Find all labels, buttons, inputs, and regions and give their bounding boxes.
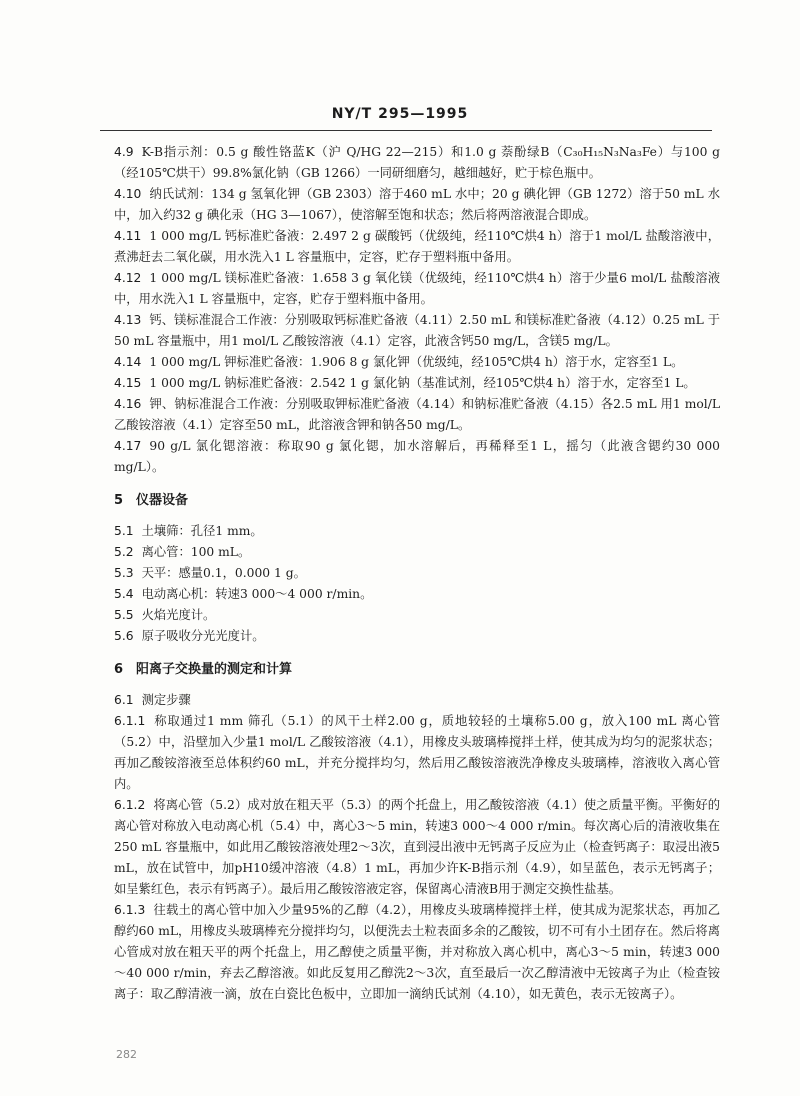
item-number: 4.13 — [114, 313, 142, 327]
item-number: 5.4 — [114, 587, 134, 601]
section-5-title: 5 仪器设备 — [114, 493, 189, 508]
item-number: 6.1 — [114, 693, 134, 707]
list-item — [114, 795, 720, 900]
list-item — [114, 563, 720, 584]
item-text: 1 000 mg/L 钾标准贮备液：1.906 8 g 氯化钾（优级纯，经105℃烘4 h）溶于水，定容至1 L。 — [149, 355, 684, 369]
item-text: K-B指示剂：0.5 g 酸性铬蓝K（沪 Q/HG 22—215）和1.0 g 萘酚绿B（C₃₀H₁₅N₃Na₃Fe）与100 g（经105℃烘干）99.8%氯化钠（GB 1266）一同研细磨匀，越细越好，贮于棕色瓶中。 — [114, 145, 720, 180]
item-number: 5.1 — [114, 524, 134, 538]
item-number: 4.9 — [114, 145, 134, 159]
item-text: 土壤筛：孔径1 mm。 — [141, 524, 263, 538]
section-5-equipment — [114, 521, 720, 647]
section-4-reagents — [114, 142, 720, 478]
item-text: 测定步骤 — [141, 693, 191, 707]
list-item — [114, 142, 720, 184]
item-text: 钾、钠标准混合工作液：分别吸取钾标准贮备液（4.14）和钠标准贮备液（4.15）各2.5 mL 用1 mol/L乙酸铵溶液（4.1）定容至50 mL，此溶液含钾和钠各50 mg/L。 — [114, 397, 720, 432]
document-body — [114, 142, 720, 1005]
list-item — [114, 711, 720, 795]
item-number: 5.6 — [114, 629, 134, 643]
item-text: 1 000 mg/L 镁标准贮备液：1.658 3 g 氧化镁（优级纯，经110℃烘4 h）溶于少量6 mol/L 盐酸溶液中，用水洗入1 L 容量瓶中，定容，贮存于塑料瓶中备用。 — [114, 271, 720, 306]
subsection-6-1 — [114, 690, 720, 711]
list-item — [114, 226, 720, 268]
item-number: 6.1.3 — [114, 903, 146, 917]
item-number: 5.2 — [114, 545, 134, 559]
standard-code-header: NY/T 295—1995 — [331, 106, 469, 122]
item-text: 钙、镁标准混合工作液：分别吸取钙标准贮备液（4.11）2.50 mL 和镁标准贮备液（4.12）0.25 mL 于50 mL 容量瓶中，用1 mol/L 乙酸铵溶液（4.1）定容，此液含钙50 mg/L，含镁5 mg/L。 — [114, 313, 720, 348]
list-item — [114, 542, 720, 563]
list-item — [114, 626, 720, 647]
list-item — [114, 436, 720, 478]
item-text: 1 000 mg/L 钠标准贮备液：2.542 1 g 氯化钠（基准试剂，经105℃烘4 h）溶于水，定容至1 L。 — [149, 376, 696, 390]
item-number: 5.3 — [114, 566, 134, 580]
item-number: 4.14 — [114, 355, 142, 369]
list-item — [114, 310, 720, 352]
item-number: 4.11 — [114, 229, 142, 243]
list-item — [114, 394, 720, 436]
item-number: 6.1.2 — [114, 798, 146, 812]
list-item — [114, 521, 720, 542]
item-text: 称取通过1 mm 筛孔（5.1）的风干土样2.00 g，质地较轻的土壤称5.00 g，放入100 mL 离心管（5.2）中，沿壁加入少量1 mol/L 乙酸铵溶液（4.1），用橡皮头玻璃棒搅拌土样，使其成为均匀的泥浆状态；再加乙酸铵溶液至总体积约60 mL，并充分搅拌均匀，然后用乙酸铵溶液洗净橡皮头玻璃棒，溶液收入离心管内。 — [114, 714, 720, 791]
list-item — [114, 584, 720, 605]
item-text: 原子吸收分光光度计。 — [141, 629, 265, 643]
section-6-steps — [114, 711, 720, 1005]
item-text: 离心管：100 mL。 — [141, 545, 251, 559]
item-number: 4.17 — [114, 439, 142, 453]
item-number: 4.16 — [114, 397, 142, 411]
item-text: 90 g/L 氯化锶溶液：称取90 g 氯化锶，加水溶解后，再稀释至1 L，摇匀（此液含锶约30 000 mg/L）。 — [114, 439, 720, 474]
list-item — [114, 900, 720, 1005]
list-item — [114, 268, 720, 310]
item-text: 纳氏试剂：134 g 氢氧化钾（GB 2303）溶于460 mL 水中；20 g 碘化钾（GB 1272）溶于50 mL 水中，加入约32 g 碘化汞（HG 3—1067），使溶解至饱和状态；然后将两溶液混合即成。 — [114, 187, 720, 222]
item-number: 4.10 — [114, 187, 142, 201]
list-item — [114, 373, 720, 394]
list-item — [114, 184, 720, 226]
section-6-title: 6 阳离子交换量的测定和计算 — [114, 662, 293, 677]
item-number: 4.12 — [114, 271, 142, 285]
header-rule — [100, 130, 712, 131]
item-text: 1 000 mg/L 钙标准贮备液：2.497 2 g 碳酸钙（优级纯，经110℃烘4 h）溶于1 mol/L 盐酸溶液中，煮沸赶去二氧化碳，用水洗入1 L 容量瓶中，定容，贮存于塑料瓶中备用。 — [114, 229, 720, 264]
item-text: 往载土的离心管中加入少量95%的乙醇（4.2），用橡皮头玻璃棒搅拌土样，使其成为泥浆状态，再加乙醇约60 mL，用橡皮头玻璃棒充分搅拌均匀，以便洗去土粒表面多余的乙酸铵，切不可有小土团存在。然后将离心管成对放在粗天平的两个托盘上，用乙醇使之质量平衡，并对称放入离心机中，离心3～5 min，转速3 000～40 000 r/min，弃去乙醇溶液。如此反复用乙醇洗2～3次，直至最后一次乙醇清液中无铵离子为止（检查铵离子：取乙醇清液一滴，放在白瓷比色板中，立即加一滴纳氏试剂（4.10），如无黄色，表示无铵离子）。 — [114, 903, 720, 1001]
item-number: 6.1.1 — [114, 714, 146, 728]
item-text: 天平：感量0.1，0.000 1 g。 — [141, 566, 306, 580]
item-text: 将离心管（5.2）成对放在粗天平（5.3）的两个托盘上，用乙酸铵溶液（4.1）使之质量平衡。平衡好的离心管对称放入电动离心机（5.4）中，离心3～5 min，转速3 000～4 000 r/min。每次离心后的清液收集在250 mL 容量瓶中，如此用乙酸铵溶液处理2～3次，直到浸出液中无钙离子反应为止（检查钙离子：取浸出液5 mL，放在试管中，加pH10缓冲溶液（4.8）1 mL，再加少许K-B指示剂（4.9），如呈蓝色，表示无钙离子；如呈紫红色，表示有钙离子）。最后用乙酸铵溶液定容，保留离心清液B用于测定交换性盐基。 — [114, 798, 720, 896]
item-number: 4.15 — [114, 376, 142, 390]
page-number: 282 — [116, 1048, 137, 1061]
item-number: 5.5 — [114, 608, 134, 622]
list-item — [114, 352, 720, 373]
list-item — [114, 605, 720, 626]
item-text: 火焰光度计。 — [141, 608, 216, 622]
item-text: 电动离心机：转速3 000～4 000 r/min。 — [141, 587, 373, 601]
